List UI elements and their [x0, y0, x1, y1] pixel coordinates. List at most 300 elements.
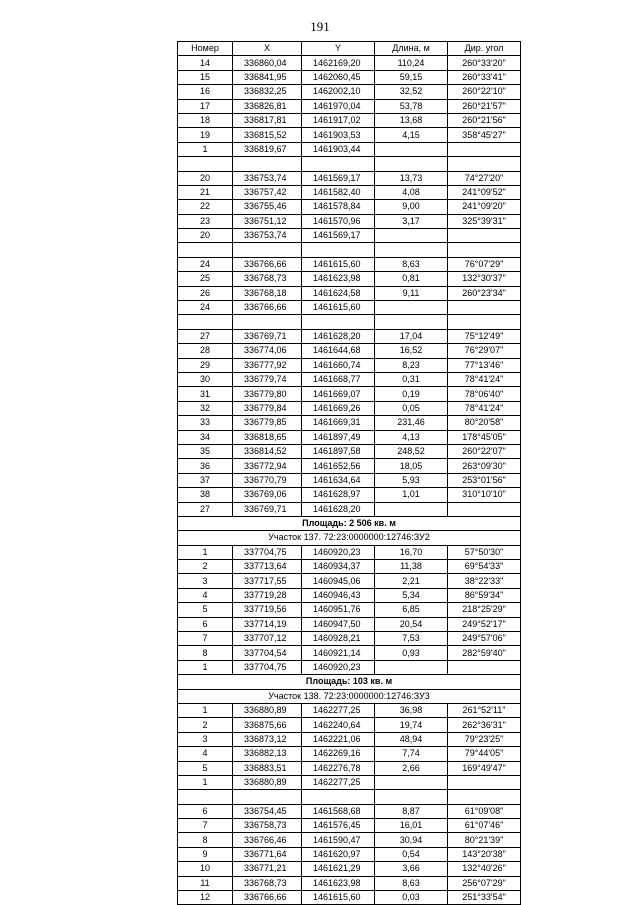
cell-y: 1461917,02 [302, 113, 375, 127]
cell-length: 16,01 [375, 819, 448, 833]
cell-length: 18,05 [375, 459, 448, 473]
cell-length [375, 157, 448, 171]
cell-number: 17 [178, 99, 233, 113]
cell-length: 11,38 [375, 560, 448, 574]
cell-x: 336755,46 [233, 200, 302, 214]
cell-x: 337713,64 [233, 560, 302, 574]
table-row [178, 459, 521, 473]
cell-x: 336777,92 [233, 358, 302, 372]
cell-y [302, 157, 375, 171]
cell-y: 1460946,43 [302, 588, 375, 602]
cell-length: 248,52 [375, 444, 448, 458]
cell-x: 336753,74 [233, 229, 302, 243]
cell-y: 1461623,98 [302, 876, 375, 890]
cell-direction-angle: 310°10'10" [448, 488, 521, 502]
cell-number: 37 [178, 473, 233, 487]
cell-x: 336769,06 [233, 488, 302, 502]
cell-number [178, 243, 233, 257]
cell-direction-angle: 253°01'56" [448, 473, 521, 487]
cell-length: 36,98 [375, 703, 448, 717]
cell-x: 337707,12 [233, 632, 302, 646]
table-row [178, 761, 521, 775]
table-row [178, 718, 521, 732]
cell-x: 336873,12 [233, 732, 302, 746]
cell-y: 1462276,78 [302, 761, 375, 775]
cell-direction-angle: 76°07'29" [448, 257, 521, 271]
cell-length: 231,46 [375, 416, 448, 430]
cell-direction-angle [448, 775, 521, 789]
table-row [178, 200, 521, 214]
table-row [178, 545, 521, 559]
cell-number: 4 [178, 747, 233, 761]
cell-number: 35 [178, 444, 233, 458]
cell-x: 336770,79 [233, 473, 302, 487]
parcel-row [178, 531, 521, 545]
cell-number: 21 [178, 185, 233, 199]
table-row [178, 257, 521, 271]
cell-length: 2,21 [375, 574, 448, 588]
cell-number: 20 [178, 171, 233, 185]
cell-y: 1462277,25 [302, 775, 375, 789]
cell-y: 1461570,96 [302, 214, 375, 228]
table-row [178, 502, 521, 516]
table-row [178, 646, 521, 660]
cell-x [233, 243, 302, 257]
cell-y: 1461615,60 [302, 891, 375, 905]
cell-number: 36 [178, 459, 233, 473]
cell-direction-angle: 262°36'31" [448, 718, 521, 732]
cell-direction-angle: 325°39'31" [448, 214, 521, 228]
cell-length: 2,66 [375, 761, 448, 775]
cell-y: 1461660,74 [302, 358, 375, 372]
cell-number: 23 [178, 214, 233, 228]
header-x: X [233, 42, 302, 56]
cell-length [375, 660, 448, 674]
cell-direction-angle: 78°41'24" [448, 372, 521, 386]
cell-length: 9,00 [375, 200, 448, 214]
table-row [178, 488, 521, 502]
cell-y: 1461623,98 [302, 272, 375, 286]
cell-x: 336826,81 [233, 99, 302, 113]
cell-length [375, 315, 448, 329]
cell-direction-angle: 80°21'39" [448, 833, 521, 847]
cell-direction-angle [448, 243, 521, 257]
cell-direction-angle [448, 790, 521, 804]
header-number: Номер [178, 42, 233, 56]
cell-y: 1462002,10 [302, 85, 375, 99]
cell-x: 336768,18 [233, 286, 302, 300]
cell-length: 7,74 [375, 747, 448, 761]
table-row [178, 272, 521, 286]
cell-y: 1461624,58 [302, 286, 375, 300]
cell-number: 5 [178, 761, 233, 775]
table-row [178, 85, 521, 99]
table-row [178, 358, 521, 372]
cell-length: 6,85 [375, 603, 448, 617]
cell-y: 1461897,49 [302, 430, 375, 444]
cell-direction-angle [448, 660, 521, 674]
cell-number: 25 [178, 272, 233, 286]
cell-length: 9,11 [375, 286, 448, 300]
cell-direction-angle: 178°45'05" [448, 430, 521, 444]
cell-y: 1461620,97 [302, 847, 375, 861]
table-row [178, 401, 521, 415]
header-y: Y [302, 42, 375, 56]
cell-direction-angle: 261°52'11" [448, 703, 521, 717]
table-row [178, 747, 521, 761]
cell-number: 4 [178, 588, 233, 602]
cell-direction-angle: 77°13'46" [448, 358, 521, 372]
table-row [178, 142, 521, 156]
cell-direction-angle: 79°44'05" [448, 747, 521, 761]
cell-y: 1460928,21 [302, 632, 375, 646]
cell-x: 336880,89 [233, 775, 302, 789]
cell-length: 0,03 [375, 891, 448, 905]
cell-length: 8,23 [375, 358, 448, 372]
cell-number: 8 [178, 833, 233, 847]
cell-x: 336832,25 [233, 85, 302, 99]
cell-number: 20 [178, 229, 233, 243]
cell-length [375, 243, 448, 257]
cell-x: 336757,42 [233, 185, 302, 199]
cell-number: 9 [178, 847, 233, 861]
cell-y: 1460934,37 [302, 560, 375, 574]
cell-direction-angle: 260°21'56" [448, 113, 521, 127]
cell-y: 1460947,50 [302, 617, 375, 631]
cell-length: 13,68 [375, 113, 448, 127]
cell-direction-angle: 169°49'47" [448, 761, 521, 775]
cell-direction-angle: 358°45'27" [448, 128, 521, 142]
cell-length: 3,66 [375, 862, 448, 876]
cell-y: 1460920,23 [302, 660, 375, 674]
cell-direction-angle: 132°40'26" [448, 862, 521, 876]
cell-number: 1 [178, 703, 233, 717]
cell-number: 26 [178, 286, 233, 300]
cell-length [375, 229, 448, 243]
cell-y: 1461669,26 [302, 401, 375, 415]
cell-length [375, 790, 448, 804]
cell-direction-angle: 218°25'29" [448, 603, 521, 617]
cell-x: 336766,66 [233, 301, 302, 315]
table-row [178, 372, 521, 386]
cell-x: 336772,94 [233, 459, 302, 473]
cell-length: 30,94 [375, 833, 448, 847]
cell-direction-angle: 78°41'24" [448, 401, 521, 415]
cell-direction-angle: 260°33'20" [448, 56, 521, 70]
table-row [178, 574, 521, 588]
cell-y: 1461576,45 [302, 819, 375, 833]
cell-y: 1461669,31 [302, 416, 375, 430]
table-row [178, 660, 521, 674]
table-row [178, 99, 521, 113]
cell-x: 337719,56 [233, 603, 302, 617]
cell-y: 1461897,58 [302, 444, 375, 458]
cell-direction-angle: 74°27'20" [448, 171, 521, 185]
cell-direction-angle: 57°50'30" [448, 545, 521, 559]
cell-direction-angle: 260°33'41" [448, 70, 521, 84]
cell-y: 1461970,04 [302, 99, 375, 113]
cell-number: 34 [178, 430, 233, 444]
cell-number: 2 [178, 718, 233, 732]
cell-y: 1461628,97 [302, 488, 375, 502]
cell-direction-angle: 263°09'30" [448, 459, 521, 473]
cell-number: 22 [178, 200, 233, 214]
header-length: Длина, м [375, 42, 448, 56]
cell-x: 337717,55 [233, 574, 302, 588]
cell-length: 17,04 [375, 329, 448, 343]
cell-length: 53,78 [375, 99, 448, 113]
cell-y: 1461569,17 [302, 229, 375, 243]
cell-length: 8,87 [375, 804, 448, 818]
cell-number: 1 [178, 660, 233, 674]
blank-row [178, 790, 521, 804]
cell-y: 1461578,84 [302, 200, 375, 214]
cell-x: 336814,52 [233, 444, 302, 458]
cell-length: 20,54 [375, 617, 448, 631]
cell-direction-angle: 260°21'57" [448, 99, 521, 113]
cell-x: 336819,67 [233, 142, 302, 156]
cell-x: 337719,28 [233, 588, 302, 602]
cell-length: 19,74 [375, 718, 448, 732]
table-row [178, 819, 521, 833]
cell-number: 30 [178, 372, 233, 386]
cell-x: 336754,45 [233, 804, 302, 818]
cell-x: 336768,73 [233, 876, 302, 890]
cell-y: 1461634,64 [302, 473, 375, 487]
cell-length: 7,53 [375, 632, 448, 646]
cell-number: 1 [178, 545, 233, 559]
cell-x: 336758,73 [233, 819, 302, 833]
parcel-row [178, 689, 521, 703]
table-row [178, 344, 521, 358]
table-row [178, 416, 521, 430]
cell-number: 11 [178, 876, 233, 890]
cell-direction-angle: 260°23'34" [448, 286, 521, 300]
cell-direction-angle: 132°30'37" [448, 272, 521, 286]
cell-x: 337704,54 [233, 646, 302, 660]
cell-y: 1461669,07 [302, 387, 375, 401]
cell-length: 0,81 [375, 272, 448, 286]
cell-direction-angle: 143°20'38" [448, 847, 521, 861]
blank-row [178, 243, 521, 257]
cell-x: 336768,73 [233, 272, 302, 286]
table-row [178, 444, 521, 458]
table-row [178, 804, 521, 818]
cell-y: 1461652,56 [302, 459, 375, 473]
table-row [178, 171, 521, 185]
cell-y [302, 790, 375, 804]
cell-y: 1461621,29 [302, 862, 375, 876]
cell-y: 1462221,06 [302, 732, 375, 746]
table-row [178, 732, 521, 746]
blank-row [178, 157, 521, 171]
cell-y: 1461903,44 [302, 142, 375, 156]
table-row [178, 214, 521, 228]
cell-length: 48,94 [375, 732, 448, 746]
cell-y: 1461568,68 [302, 804, 375, 818]
cell-number: 24 [178, 257, 233, 271]
cell-length: 0,54 [375, 847, 448, 861]
cell-number: 10 [178, 862, 233, 876]
cell-x: 336766,66 [233, 257, 302, 271]
cell-direction-angle: 78°06'40" [448, 387, 521, 401]
cell-number: 18 [178, 113, 233, 127]
table-row [178, 891, 521, 905]
cell-length: 32,52 [375, 85, 448, 99]
cell-x: 336875,66 [233, 718, 302, 732]
cell-y: 1462277,25 [302, 703, 375, 717]
cell-number: 1 [178, 775, 233, 789]
cell-x: 336766,46 [233, 833, 302, 847]
cell-number: 12 [178, 891, 233, 905]
cell-direction-angle [448, 315, 521, 329]
area-label: Площадь: 103 кв. м [178, 675, 521, 689]
header-direction-angle: Дир. угол [448, 42, 521, 56]
cell-number: 27 [178, 502, 233, 516]
cell-number: 38 [178, 488, 233, 502]
cell-y: 1460945,06 [302, 574, 375, 588]
cell-direction-angle: 61°07'46" [448, 819, 521, 833]
cell-length: 16,52 [375, 344, 448, 358]
table-row [178, 632, 521, 646]
cell-x: 336817,81 [233, 113, 302, 127]
table-row [178, 185, 521, 199]
cell-direction-angle [448, 301, 521, 315]
cell-direction-angle: 79°23'25" [448, 732, 521, 746]
cell-direction-angle [448, 229, 521, 243]
cell-direction-angle: 249°52'17" [448, 617, 521, 631]
cell-y: 1461903,53 [302, 128, 375, 142]
cell-direction-angle [448, 157, 521, 171]
table-row [178, 430, 521, 444]
cell-length [375, 775, 448, 789]
cell-number: 14 [178, 56, 233, 70]
cell-number: 7 [178, 819, 233, 833]
cell-number: 7 [178, 632, 233, 646]
cell-number: 6 [178, 804, 233, 818]
table-row [178, 286, 521, 300]
cell-length: 59,15 [375, 70, 448, 84]
cell-x: 337714,19 [233, 617, 302, 631]
cell-number: 5 [178, 603, 233, 617]
cell-length: 13,73 [375, 171, 448, 185]
table-row [178, 128, 521, 142]
cell-x: 336779,74 [233, 372, 302, 386]
cell-x: 336880,89 [233, 703, 302, 717]
cell-length [375, 142, 448, 156]
cell-x: 336779,84 [233, 401, 302, 415]
cell-y: 1461628,20 [302, 502, 375, 516]
cell-x: 336779,80 [233, 387, 302, 401]
cell-y: 1462240,64 [302, 718, 375, 732]
cell-number [178, 157, 233, 171]
cell-direction-angle: 75°12'49" [448, 329, 521, 343]
cell-length: 0,93 [375, 646, 448, 660]
cell-length: 4,15 [375, 128, 448, 142]
cell-number: 32 [178, 401, 233, 415]
cell-length: 4,13 [375, 430, 448, 444]
table-row [178, 833, 521, 847]
cell-y [302, 315, 375, 329]
page-number: 191 [310, 19, 330, 34]
cell-direction-angle: 249°57'06" [448, 632, 521, 646]
cell-x: 336769,71 [233, 502, 302, 516]
cell-x: 337704,75 [233, 660, 302, 674]
table-row [178, 56, 521, 70]
table-row [178, 703, 521, 717]
cell-x: 336779,85 [233, 416, 302, 430]
cell-x: 336771,21 [233, 862, 302, 876]
cell-x: 336753,74 [233, 171, 302, 185]
table-row [178, 862, 521, 876]
cell-number: 3 [178, 732, 233, 746]
cell-x [233, 315, 302, 329]
cell-length: 3,17 [375, 214, 448, 228]
cell-number: 28 [178, 344, 233, 358]
table-row [178, 301, 521, 315]
cell-x: 336818,65 [233, 430, 302, 444]
cell-x: 336751,12 [233, 214, 302, 228]
table-row [178, 70, 521, 84]
cell-length: 8,63 [375, 257, 448, 271]
table-row [178, 229, 521, 243]
cell-y: 1462169,20 [302, 56, 375, 70]
cell-y: 1461615,60 [302, 301, 375, 315]
parcel-label: Участок 138. 72:23:0000000:12746:ЗУ3 [178, 689, 521, 703]
area-row [178, 516, 521, 530]
cell-number: 27 [178, 329, 233, 343]
table-row [178, 329, 521, 343]
cell-y: 1462269,16 [302, 747, 375, 761]
cell-direction-angle: 282°59'40" [448, 646, 521, 660]
cell-y: 1461668,77 [302, 372, 375, 386]
cell-y: 1461644,68 [302, 344, 375, 358]
parcel-label: Участок 137. 72:23:0000000:12746:ЗУ2 [178, 531, 521, 545]
cell-direction-angle [448, 142, 521, 156]
cell-x: 336882,13 [233, 747, 302, 761]
cell-number: 3 [178, 574, 233, 588]
cell-x: 336883,51 [233, 761, 302, 775]
cell-x [233, 790, 302, 804]
cell-length [375, 301, 448, 315]
cell-number: 15 [178, 70, 233, 84]
cell-number: 2 [178, 560, 233, 574]
cell-length: 0,31 [375, 372, 448, 386]
cell-number: 24 [178, 301, 233, 315]
cell-length: 5,93 [375, 473, 448, 487]
cell-length: 5,34 [375, 588, 448, 602]
table-row [178, 603, 521, 617]
cell-y: 1461615,60 [302, 257, 375, 271]
cell-direction-angle: 251°33'54" [448, 891, 521, 905]
cell-x: 336774,06 [233, 344, 302, 358]
cell-y: 1460951,76 [302, 603, 375, 617]
cell-direction-angle: 61°09'08" [448, 804, 521, 818]
cell-number: 29 [178, 358, 233, 372]
cell-number: 8 [178, 646, 233, 660]
table-row [178, 775, 521, 789]
cell-direction-angle: 76°29'07" [448, 344, 521, 358]
cell-y: 1461590,47 [302, 833, 375, 847]
table-row [178, 473, 521, 487]
cell-length: 8,63 [375, 876, 448, 890]
cell-direction-angle: 80°20'58" [448, 416, 521, 430]
cell-direction-angle: 260°22'10" [448, 85, 521, 99]
cell-x [233, 157, 302, 171]
cell-length [375, 502, 448, 516]
cell-number: 16 [178, 85, 233, 99]
cell-length: 4,08 [375, 185, 448, 199]
